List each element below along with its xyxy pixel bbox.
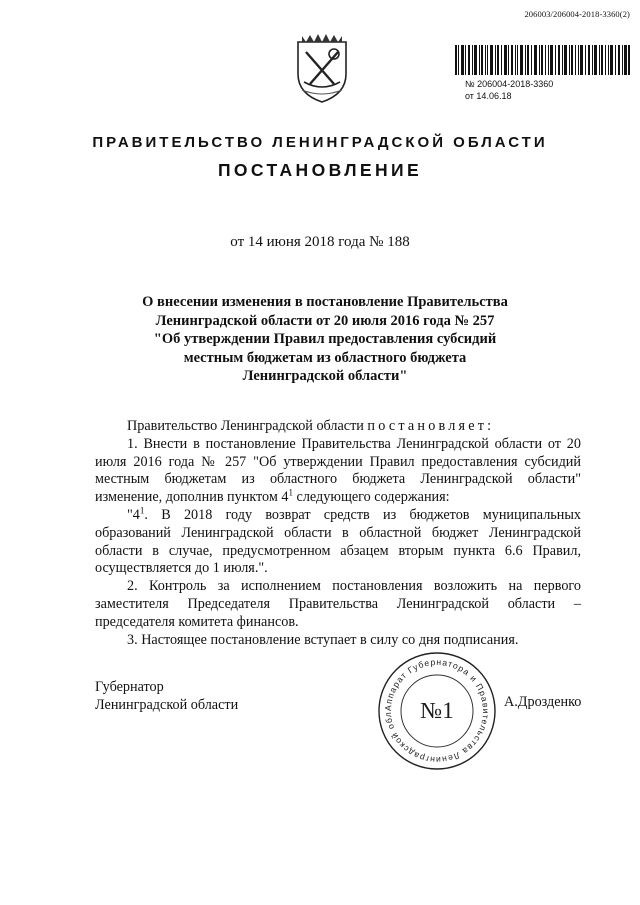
item-1-superscript: 1 — [288, 487, 293, 498]
item-1-text: 1. Внести в постановление Правительства Ленинградской области от 20 июля 2016 года № 257 "Об утверждении Правил предоставления субсидий местным бюджетам из областного бюджета Ленинградской области" изменение, дополнив пунктом 4 — [95, 435, 581, 506]
document-subject — [130, 293, 520, 386]
coat-of-arms-emblem — [294, 32, 350, 104]
official-seal — [376, 650, 498, 772]
quoted-clause-number: "4 — [127, 506, 140, 523]
registration-number: № 206004-2018-3360 — [465, 79, 554, 89]
subject-line: О внесении изменения в постановление Правительства — [142, 294, 508, 310]
item-2-paragraph: 2. Контроль за исполнением постановления возложить на первого заместителя Председателя Правительства Ленинградской области – председателя комитета финансов. — [95, 578, 581, 630]
signatory-role-line: Губернатор — [95, 679, 164, 695]
item-3-paragraph: 3. Настоящее постановление вступает в силу со дня подписания. — [127, 631, 519, 648]
authority-title: ПРАВИТЕЛЬСТВО ЛЕНИНГРАДСКОЙ ОБЛАСТИ — [92, 134, 548, 151]
preamble-lead: Правительство Ленинградской области — [127, 418, 364, 434]
signatory-role-line: Ленинградской области — [95, 697, 239, 713]
registration-stamp — [465, 78, 553, 102]
preamble-paragraph — [95, 418, 581, 436]
item-1-text-end: следующего содержания: — [293, 489, 450, 506]
quoted-clause-superscript: 1 — [139, 505, 145, 516]
subject-line: Ленинградской области" — [242, 368, 408, 384]
subject-line: Ленинградской области от 20 июля 2016 года № 257 — [155, 312, 495, 329]
seal-number: №1 — [420, 698, 454, 723]
signatory-name: А.Дрозденко — [504, 694, 582, 710]
quoted-clause-paragraph — [95, 507, 581, 578]
barcode — [455, 45, 630, 75]
document-body — [95, 418, 581, 649]
document-date-number: от 14 июня 2018 года № 188 — [230, 234, 410, 250]
quoted-clause-text: . В 2018 году возврат средств из бюджетов муниципальных образований Ленинградской области в областной бюджет Ленинградской области в случае, предусмотренном абзацем вторым пункта 6.6 Правил, осуществляется до 1 июля.". — [95, 506, 581, 577]
item-1-paragraph — [95, 436, 581, 507]
document-type-title: ПОСТАНОВЛЕНИЕ — [217, 160, 423, 180]
signatory-role — [95, 678, 238, 714]
registration-date: от 14.06.18 — [465, 91, 512, 101]
seal-ring-text: Аппарат Губернатора и Правительства Ленинградской обл — [382, 656, 492, 766]
preamble-decree-word: постановляет: — [367, 418, 495, 434]
subject-line: "Об утверждении Правил предоставления субсидий — [153, 331, 497, 347]
subject-line: местным бюджетам из областного бюджета — [183, 349, 467, 366]
document-reference-code: 206003/206004-2018-3360(2) — [524, 9, 630, 19]
